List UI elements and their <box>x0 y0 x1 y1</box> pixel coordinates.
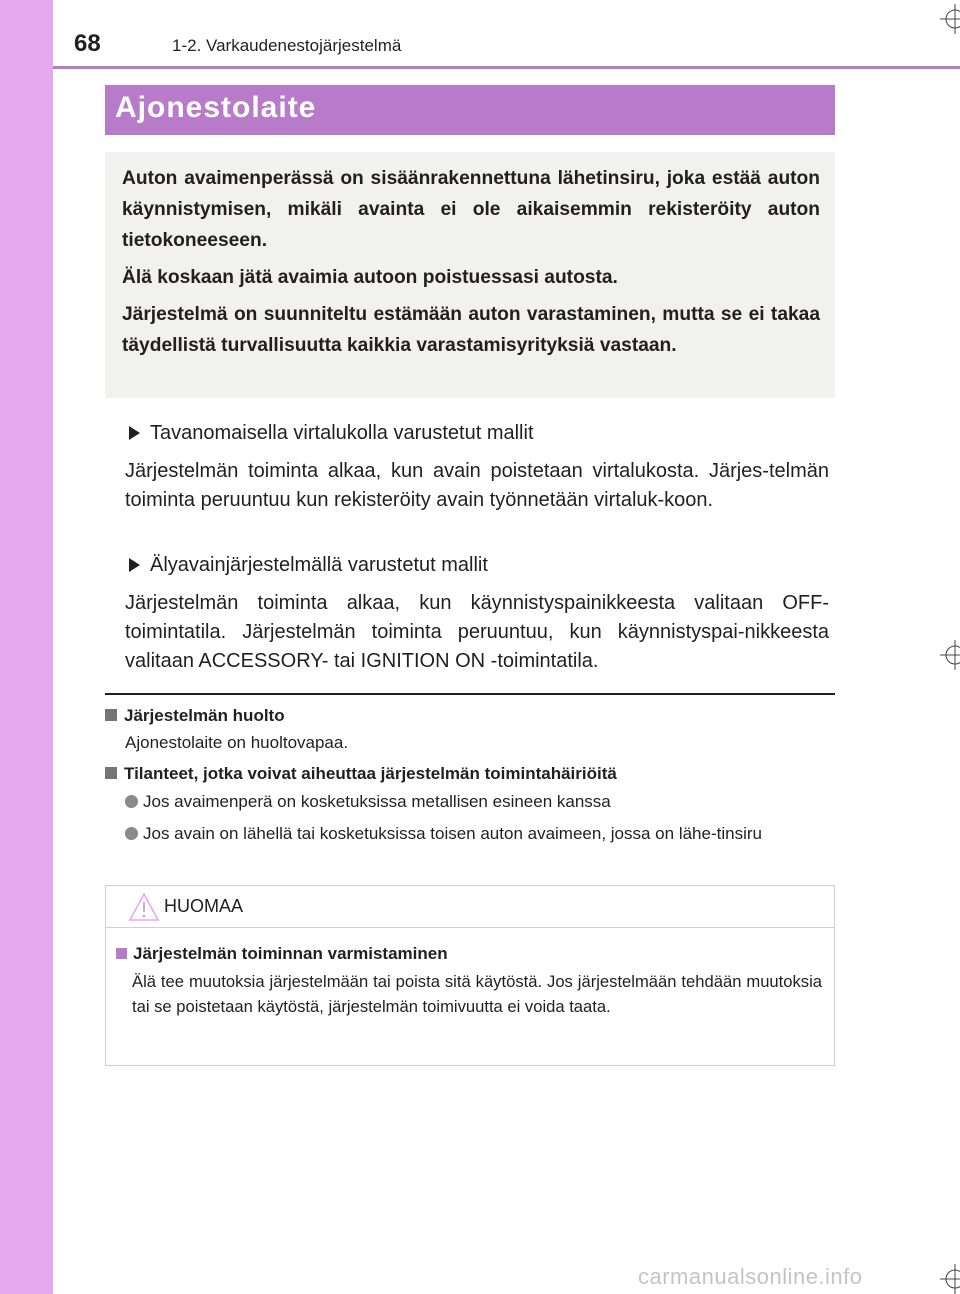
summary-box <box>105 152 835 398</box>
note-heading <box>105 706 285 726</box>
watermark: carmanualsonline.info <box>638 1264 863 1289</box>
caution-heading-text: Järjestelmän toiminnan varmistaminen <box>133 944 448 963</box>
variant-section <box>125 551 829 676</box>
square-bullet-icon <box>105 709 117 721</box>
variant-heading-text: Tavanomaisella virtalukolla varustetut mallit <box>150 422 534 444</box>
note-text: Ajonestolaite on huoltovapaa. <box>125 733 349 752</box>
circle-bullet-icon <box>125 827 138 840</box>
note-heading <box>105 764 617 784</box>
square-bullet-icon <box>105 767 117 779</box>
page-number: 68 <box>74 30 101 57</box>
circle-bullet-icon <box>125 795 138 808</box>
header-rule <box>53 66 960 69</box>
variant-description: Järjestelmän toiminta alkaa, kun käynnistyspainikkeesta valitaan OFF-toimintatila. Järjestelmän toiminta peruuntuu, kun käynnistyspai-nikkeesta valitaan ACCESSORY- tai IGNITION ON -toimintatila. <box>125 592 829 672</box>
registration-mark-icon <box>940 1264 960 1294</box>
warning-triangle-icon <box>128 892 160 922</box>
list-item <box>125 822 837 846</box>
variant-heading-text: Älyavainjärjestelmällä varustetut mallit <box>150 554 488 576</box>
summary-paragraph: Älä koskaan jätä avaimia autoon poistuessasi autosta. <box>122 267 618 288</box>
note-heading-text: Järjestelmän huolto <box>124 706 285 725</box>
square-bullet-icon <box>116 948 127 959</box>
caution-label: HUOMAA <box>164 896 244 916</box>
variant-heading <box>125 551 829 579</box>
variant-heading <box>125 419 829 447</box>
note-heading-text: Tilanteet, jotka voivat aiheuttaa järjestelmän toimintahäiriöitä <box>124 764 617 783</box>
caution-heading <box>116 944 448 964</box>
registration-mark-icon <box>940 640 960 670</box>
summary-paragraph: Järjestelmä on suunniteltu estämään auton varastaminen, mutta se ei takaa täydellistä turvallisuutta kaikkia varastamisyrityksiä vastaan. <box>122 304 820 356</box>
list-item <box>125 790 837 814</box>
triangle-bullet-icon <box>129 426 140 440</box>
registration-mark-icon <box>940 4 960 34</box>
caution-header <box>106 886 834 928</box>
side-color-band <box>0 0 53 1294</box>
running-header: 1-2. Varkaudenestojärjestelmä <box>172 36 402 55</box>
section-title-bar <box>105 85 835 135</box>
list-item-text: Jos avaimenperä on kosketuksissa metallisen esineen kanssa <box>143 792 611 811</box>
section-title: Ajonestolaite <box>115 91 317 124</box>
summary-paragraph: Auton avaimenperässä on sisäänrakennettuna lähetinsiru, joka estää auton käynnistymisen, mikäli avainta ei ole aikaisemmin rekisteröity auton tietokoneeseen. <box>122 168 820 251</box>
triangle-bullet-icon <box>129 558 140 572</box>
variant-section <box>125 419 829 515</box>
caution-text: Älä tee muutoksia järjestelmään tai poista sitä käytöstä. Jos järjestelmään tehdään muutoksia tai se poistetaan käytöstä, järjestelmän toimivuutta ei voida taata. <box>132 972 822 1016</box>
section-divider <box>105 693 835 695</box>
variant-description: Järjestelmän toiminta alkaa, kun avain poistetaan virtalukosta. Järjes-telmän toiminta peruuntuu kun rekisteröity avain työnnetään virtaluk-koon. <box>125 460 829 511</box>
list-item-text: Jos avain on lähellä tai kosketuksissa toisen auton avaimeen, jossa on lähe-tinsiru <box>143 824 762 843</box>
caution-box <box>105 885 835 1066</box>
